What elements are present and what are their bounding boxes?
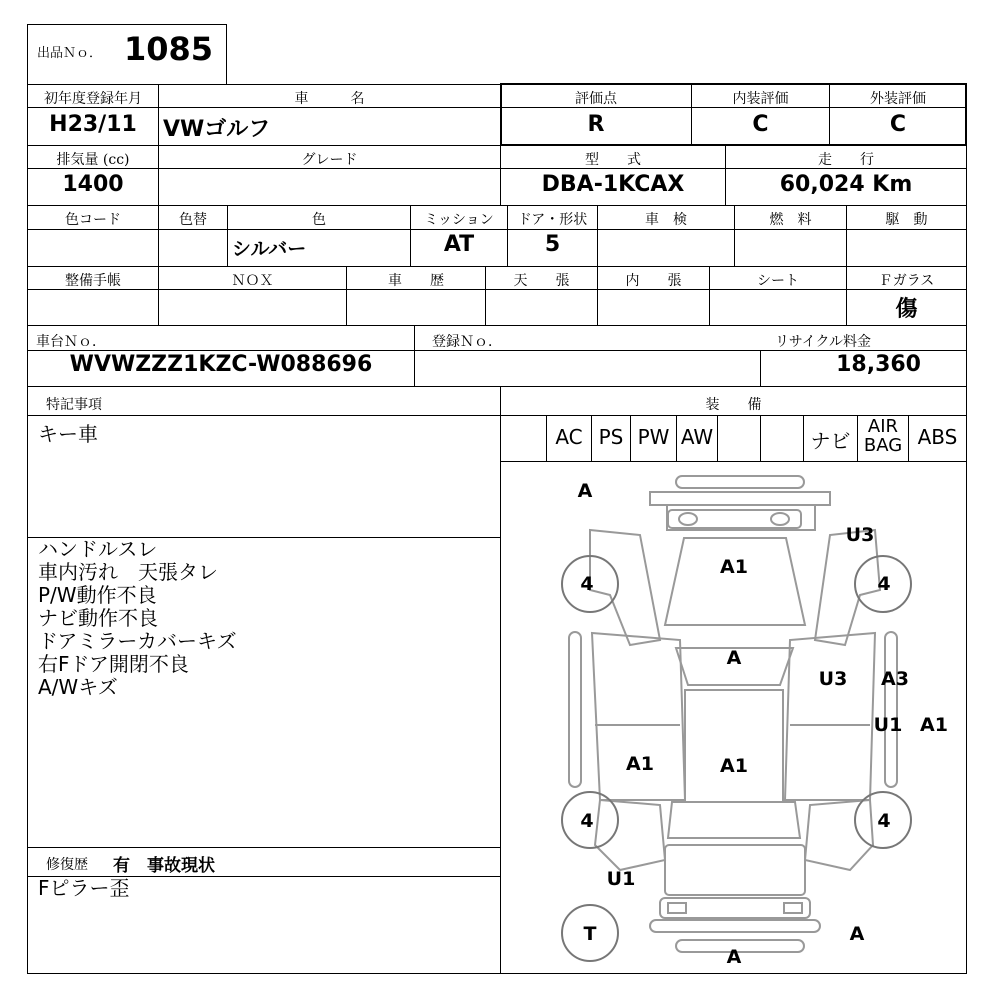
damage-left-door: A1	[626, 753, 654, 775]
damage-hood: A1	[720, 556, 748, 578]
repair-note: Fピラー歪	[38, 876, 130, 900]
spare-tire: T	[583, 923, 597, 945]
damage-u1-rear: U1	[606, 868, 636, 890]
recycle-label: リサイクル料金	[775, 334, 872, 350]
inner-label: 内 張	[625, 273, 682, 289]
note-line: 車内汚れ 天張タレ	[38, 560, 218, 584]
mission-label: ミッション	[424, 212, 494, 228]
door-label: ドア・形状	[517, 212, 588, 228]
note-line: A/Wキズ	[38, 675, 118, 699]
reg-value: H23/11	[49, 112, 137, 137]
mileage-label: 走 行	[818, 152, 874, 168]
notes-label: 特記事項	[46, 397, 102, 413]
damage-a1-right: A1	[920, 714, 948, 736]
inspection-label: 車 検	[645, 212, 687, 228]
equip-abs: ABS	[917, 425, 958, 449]
equip-aw: AW	[680, 425, 714, 449]
equip-airbag: AIR BAG	[863, 416, 903, 456]
nox-label: ＮＯＸ	[231, 273, 274, 289]
mileage-value: 60,024 Km	[779, 172, 913, 197]
name-label: 車 名	[294, 91, 365, 107]
damage-windshield: A	[726, 647, 742, 669]
exterior-label: 外装評価	[870, 91, 926, 107]
equip-pw: PW	[637, 425, 670, 449]
lot-label: 出品Ｎｏ．	[37, 46, 103, 61]
damage-roof: A1	[720, 755, 748, 777]
equipment-label: 装 備	[705, 397, 762, 413]
glass-label: Ｆガラス	[878, 273, 935, 289]
tire-rl: 4	[580, 810, 594, 832]
note-line: ナビ動作不良	[38, 606, 158, 630]
tire-rr: 4	[877, 810, 891, 832]
note-line: ドアミラーカバーキズ	[38, 629, 237, 653]
chassis-value: WVWZZZ1KZC-W088696	[69, 352, 373, 377]
score-value: R	[587, 112, 605, 137]
note-line: P/W動作不良	[38, 583, 157, 607]
mission-value: AT	[443, 232, 475, 257]
disp-label: 排気量 (cc)	[56, 152, 130, 168]
damage-rear-a-bottom: A	[726, 946, 742, 968]
note-line: 右Fドア開閉不良	[38, 652, 189, 676]
recolor-label: 色替	[179, 212, 207, 228]
damage-front-a: A	[577, 480, 593, 502]
tire-fl: 4	[580, 573, 594, 595]
seat-label: シート	[757, 273, 799, 289]
roof-label: 天 張	[513, 273, 570, 289]
model-value: DBA-1KCAX	[541, 172, 685, 197]
grade-label: グレード	[301, 152, 358, 168]
name-value: VWゴルフ	[163, 117, 271, 142]
damage-rear-a-right: A	[849, 923, 865, 945]
disp-value: 1400	[62, 172, 124, 197]
note-line: ハンドルスレ	[38, 537, 158, 561]
colorcode-label: 色コード	[65, 212, 121, 228]
note-key: キー車	[38, 422, 98, 446]
interior-label: 内装評価	[732, 91, 789, 107]
fuel-label: 燃 料	[769, 212, 812, 228]
damage-u3-right: U3	[818, 668, 848, 690]
lot-number: 1085	[124, 30, 214, 68]
repair-label: 修復歴	[46, 857, 88, 873]
history-label: 車 歴	[388, 273, 444, 289]
drive-label: 駆 動	[885, 212, 928, 228]
equip-ac: AC	[555, 425, 583, 449]
chassis-label: 車台Ｎｏ．	[36, 334, 106, 350]
equip-navi: ナビ	[810, 429, 851, 453]
score-label: 評価点	[575, 91, 617, 107]
damage-u3-top: U3	[845, 524, 875, 546]
tire-fr: 4	[877, 573, 891, 595]
color-value: シルバー	[232, 238, 307, 260]
regno-label: 登録Ｎｏ．	[432, 334, 502, 350]
interior-value: C	[752, 112, 769, 137]
manual-label: 整備手帳	[65, 273, 121, 289]
damage-u1-right: U1	[873, 714, 903, 736]
recycle-value: 18,360	[836, 352, 921, 377]
reg-label: 初年度登録年月	[44, 91, 142, 107]
color-label: 色	[312, 212, 326, 228]
damage-a3-right: A3	[881, 668, 909, 690]
equip-ps: PS	[598, 425, 624, 449]
model-label: 型 式	[585, 152, 641, 168]
repair-value: 有 事故現状	[113, 856, 215, 876]
door-value: 5	[544, 232, 561, 257]
exterior-value: C	[889, 112, 907, 137]
glass-value: 傷	[895, 297, 918, 322]
